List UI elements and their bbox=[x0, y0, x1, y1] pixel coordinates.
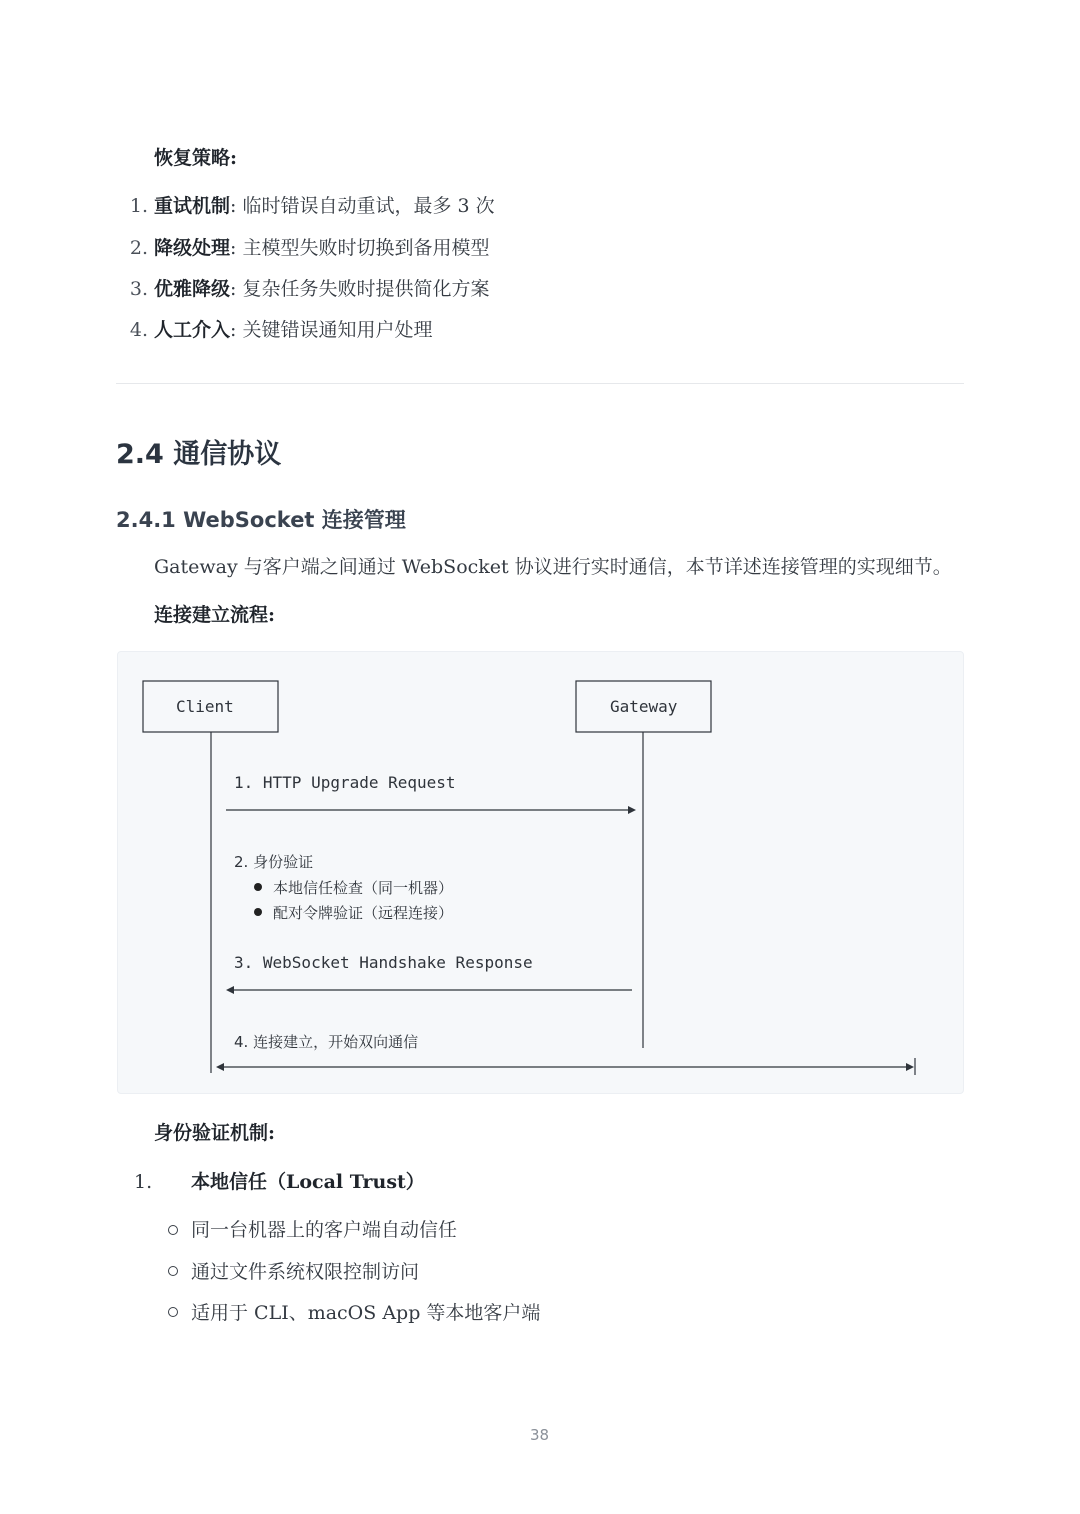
gateway-label: Gateway bbox=[610, 697, 678, 716]
arrowhead-right bbox=[906, 1063, 914, 1071]
step-upgrade-request: 1. HTTP Upgrade Request bbox=[234, 773, 456, 792]
auth-sub-remote: 配对令牌验证（远程连接） bbox=[273, 904, 454, 922]
bullet-ring-icon bbox=[168, 1225, 178, 1235]
bullet-dot bbox=[254, 883, 262, 891]
section-title: 2.4 通信协议 bbox=[116, 439, 282, 470]
arrowhead-left bbox=[226, 986, 234, 994]
list-item-text: : 关键错误通知用户处理 bbox=[230, 319, 433, 341]
intro-paragraph: Gateway 与客户端之间通过 WebSocket 协议进行实时通信，本节详述连接管理的实现细节。 bbox=[154, 556, 952, 578]
client-label: Client bbox=[176, 697, 234, 716]
list-number: 4. bbox=[129, 319, 148, 341]
subsection-title: 2.4.1 WebSocket 连接管理 bbox=[116, 508, 406, 532]
flow-heading: 连接建立流程: bbox=[154, 604, 276, 626]
list-item-text: : 主模型失败时切换到备用模型 bbox=[230, 237, 490, 259]
recovery-heading: 恢复策略: bbox=[154, 147, 238, 169]
list-item-label: 重试机制 bbox=[154, 195, 231, 217]
auth-sub-local: 本地信任检查（同一机器） bbox=[273, 879, 454, 897]
page-number: 38 bbox=[530, 1426, 550, 1444]
list-item: 同一台机器上的客户端自动信任 bbox=[191, 1219, 458, 1241]
list-number: 3. bbox=[129, 278, 148, 300]
list-item-text: : 复杂任务失败时提供简化方案 bbox=[230, 278, 490, 300]
list-item: 适用于 CLI、macOS App 等本地客户端 bbox=[191, 1302, 541, 1324]
step-connection-established: 4. 连接建立，开始双向通信 bbox=[234, 1033, 419, 1051]
auth-item-title: 本地信任（Local Trust） bbox=[191, 1171, 425, 1193]
list-item: 通过文件系统权限控制访问 bbox=[191, 1261, 420, 1283]
bullet-ring-icon bbox=[168, 1307, 178, 1317]
step-handshake-response: 3. WebSocket Handshake Response bbox=[234, 953, 533, 972]
list-item-label: 优雅降级 bbox=[154, 278, 231, 300]
list-item-label: 降级处理 bbox=[154, 237, 231, 259]
list-item-text: : 临时错误自动重试，最多 3 次 bbox=[230, 195, 495, 217]
step-authentication: 2. 身份验证 bbox=[234, 853, 314, 871]
auth-heading: 身份验证机制: bbox=[154, 1122, 276, 1144]
auth-item-number: 1. bbox=[134, 1171, 153, 1193]
list-item-label: 人工介入 bbox=[154, 319, 231, 341]
list-number: 1. bbox=[129, 195, 148, 217]
arrowhead-left bbox=[216, 1063, 224, 1071]
bullet-dot bbox=[254, 908, 262, 916]
bullet-ring-icon bbox=[168, 1266, 178, 1276]
arrowhead-right bbox=[628, 806, 636, 814]
list-number: 2. bbox=[129, 237, 148, 259]
